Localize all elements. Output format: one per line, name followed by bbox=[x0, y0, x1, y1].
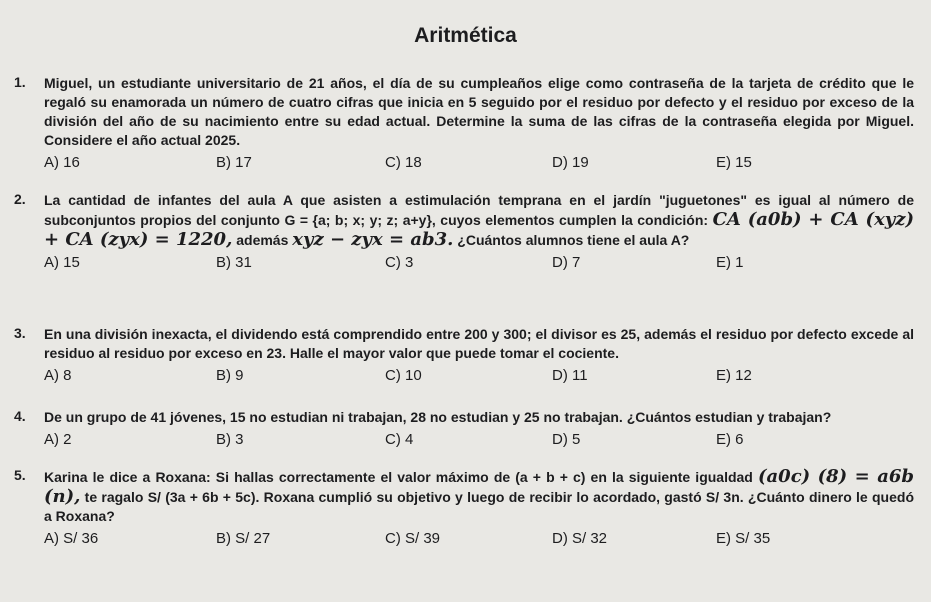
question-text: De un grupo de 41 jóvenes, 15 no estudian ni trabajan, 28 no estudian y 25 no trabajan. ¿Cuántos estudian y trabajan? bbox=[44, 409, 832, 425]
option-b[interactable]: B) 31 bbox=[216, 254, 252, 271]
question-text: En una división inexacta, el dividendo está comprendido entre 200 y 300; el divisor es 25, además el residuo por defecto excede al residuo al residuo por exceso en 23. Halle el mayor valor que puede tomar el cociente. bbox=[44, 326, 914, 361]
question-number: 2. bbox=[14, 191, 26, 207]
option-b[interactable]: B) 17 bbox=[216, 154, 252, 171]
question-text-part: además bbox=[236, 232, 289, 248]
option-c[interactable]: C) S/ 39 bbox=[385, 530, 441, 547]
math-expression: (a0c) (8) = a6b (n), bbox=[44, 466, 915, 507]
option-b[interactable]: B) 3 bbox=[216, 431, 244, 448]
option-d[interactable]: D) 19 bbox=[552, 154, 589, 171]
option-d[interactable]: D) S/ 32 bbox=[552, 530, 608, 547]
math-expression: CA (a0b) + CA (xyz) + CA (zyx) = 1220, bbox=[44, 209, 915, 250]
question-5 bbox=[14, 467, 914, 550]
option-e[interactable]: E) 6 bbox=[716, 431, 744, 448]
question-number: 4. bbox=[14, 408, 26, 424]
option-b[interactable]: B) 9 bbox=[216, 367, 244, 384]
math-expression: xyz − zyx = ab3. bbox=[292, 229, 454, 250]
option-a[interactable]: A) 8 bbox=[44, 367, 72, 384]
question-2 bbox=[14, 191, 914, 274]
question-text bbox=[44, 191, 914, 250]
question-1 bbox=[14, 74, 914, 174]
option-d[interactable]: D) 11 bbox=[552, 367, 588, 384]
question-number: 3. bbox=[14, 325, 26, 341]
option-a[interactable]: A) 16 bbox=[44, 154, 80, 171]
options-row bbox=[44, 367, 914, 387]
question-4 bbox=[14, 408, 914, 451]
option-e[interactable]: E) S/ 35 bbox=[716, 530, 771, 547]
option-b[interactable]: B) S/ 27 bbox=[216, 530, 271, 547]
option-d[interactable]: D) 5 bbox=[552, 431, 581, 448]
question-text-part: te ragalo S/ (3a + 6b + 5c). Roxana cumplió su objetivo y luego de recibir lo acordado, gastó S/ 3n. ¿Cuánto dinero le quedó a Roxana? bbox=[44, 489, 914, 524]
option-c[interactable]: C) 10 bbox=[385, 367, 422, 384]
question-text bbox=[44, 467, 914, 526]
option-e[interactable]: E) 12 bbox=[716, 367, 752, 384]
question-3 bbox=[14, 325, 914, 387]
option-c[interactable]: C) 3 bbox=[385, 254, 414, 271]
options-row bbox=[44, 431, 914, 451]
question-number: 5. bbox=[14, 467, 26, 483]
options-row bbox=[44, 154, 914, 174]
question-text-part: ¿Cuántos alumnos tiene el aula A? bbox=[457, 232, 690, 248]
options-row bbox=[44, 530, 914, 550]
option-a[interactable]: A) 2 bbox=[44, 431, 72, 448]
option-c[interactable]: C) 4 bbox=[385, 431, 414, 448]
option-d[interactable]: D) 7 bbox=[552, 254, 581, 271]
page-title: Aritmética bbox=[414, 24, 517, 47]
option-a[interactable]: A) S/ 36 bbox=[44, 530, 99, 547]
question-number: 1. bbox=[14, 74, 26, 90]
option-e[interactable]: E) 1 bbox=[716, 254, 744, 271]
option-c[interactable]: C) 18 bbox=[385, 154, 422, 171]
question-text-part: La cantidad de infantes del aula A que asisten a estimulación temprana en el jardín "juguetones" es igual al número de subconjuntos propios del conjunto G = {a; b; x; y; z; a+y}, cuyos elementos cumplen la condición: bbox=[44, 192, 914, 228]
option-e[interactable]: E) 15 bbox=[716, 154, 752, 171]
option-a[interactable]: A) 15 bbox=[44, 254, 80, 271]
options-row bbox=[44, 254, 914, 274]
question-text: Miguel, un estudiante universitario de 21 años, el día de su cumpleaños elige como contraseña de la tarjeta de crédito que le regaló su enamorada un número de cuatro cifras que inicia en 5 seguido por el residuo por defecto y el residuo por exceso de la división del año de su nacimiento entre su edad actual. Determine la suma de las cifras de la contraseña elegida por Miguel. Considere el año actual 2025. bbox=[44, 75, 914, 148]
question-text-part: Karina le dice a Roxana: Si hallas correctamente el valor máximo de (a + b + c) en la siguiente igualdad bbox=[44, 469, 753, 485]
